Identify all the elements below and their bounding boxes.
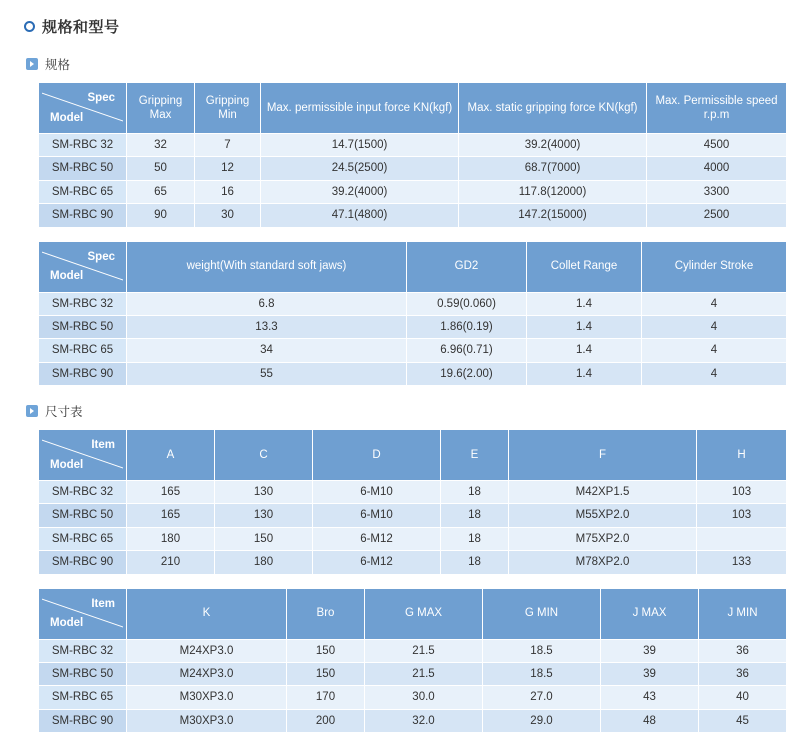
- cell: 200: [287, 709, 365, 732]
- table-row: [39, 709, 787, 732]
- table-header-row: [39, 430, 787, 481]
- column-header: Gripping Max: [127, 83, 195, 134]
- cell: 130: [215, 481, 313, 504]
- cell: 133: [697, 551, 787, 574]
- cell: 32.0: [365, 709, 483, 732]
- row-model: SM-RBC 50: [39, 662, 127, 685]
- cell: 36: [699, 639, 787, 662]
- cell: 39.2(4000): [459, 134, 647, 157]
- table-row: [39, 315, 787, 338]
- section-heading-text: 尺寸表: [45, 402, 83, 420]
- cell: 48: [601, 709, 699, 732]
- cell: 6-M12: [313, 527, 441, 550]
- cell: 12: [195, 157, 261, 180]
- table-row: [39, 481, 787, 504]
- column-header: A: [127, 430, 215, 481]
- cell: 4500: [647, 134, 787, 157]
- cell: 32: [127, 134, 195, 157]
- cell: M24XP3.0: [127, 639, 287, 662]
- section-heading-dimensions: [26, 402, 788, 420]
- cell: 170: [287, 686, 365, 709]
- cell: 4: [642, 362, 787, 385]
- cell: 18: [441, 481, 509, 504]
- table-row: [39, 134, 787, 157]
- corner-spec-label: Spec: [88, 91, 116, 105]
- cell: 150: [215, 527, 313, 550]
- table-header-row: [39, 588, 787, 639]
- column-header: Gripping Min: [195, 83, 261, 134]
- row-model: SM-RBC 90: [39, 204, 127, 227]
- corner-model-label: Model: [50, 616, 83, 630]
- column-header: Max. Permissible speed r.p.m: [647, 83, 787, 134]
- table-row: [39, 292, 787, 315]
- table-row: [39, 504, 787, 527]
- cell: 210: [127, 551, 215, 574]
- cell: 1.4: [527, 292, 642, 315]
- cell: 34: [127, 339, 407, 362]
- cell: M78XP2.0: [509, 551, 697, 574]
- column-header: H: [697, 430, 787, 481]
- table-row: [39, 204, 787, 227]
- cell: 1.4: [527, 362, 642, 385]
- column-header: E: [441, 430, 509, 481]
- cell: 18.5: [483, 639, 601, 662]
- page-title: [24, 16, 788, 37]
- cell: 18: [441, 504, 509, 527]
- row-model: SM-RBC 32: [39, 134, 127, 157]
- cell: 14.7(1500): [261, 134, 459, 157]
- cell: 18: [441, 527, 509, 550]
- cell: 21.5: [365, 639, 483, 662]
- cell: M42XP1.5: [509, 481, 697, 504]
- column-header: C: [215, 430, 313, 481]
- section-heading-specs: [26, 55, 788, 73]
- column-header: F: [509, 430, 697, 481]
- column-header: G MAX: [365, 588, 483, 639]
- cell: 4000: [647, 157, 787, 180]
- column-header: J MIN: [699, 588, 787, 639]
- cell: 165: [127, 481, 215, 504]
- row-model: SM-RBC 32: [39, 292, 127, 315]
- cell: 6-M12: [313, 551, 441, 574]
- corner-header-cell: [39, 83, 127, 134]
- column-header: Collet Range: [527, 241, 642, 292]
- row-model: SM-RBC 65: [39, 180, 127, 203]
- cell: 4: [642, 292, 787, 315]
- corner-item-label: Item: [91, 597, 115, 611]
- column-header: G MIN: [483, 588, 601, 639]
- cell: 24.5(2500): [261, 157, 459, 180]
- corner-header-cell: [39, 241, 127, 292]
- column-header: Max. static gripping force KN(kgf): [459, 83, 647, 134]
- table-header-row: [39, 241, 787, 292]
- spec-table-weight: [38, 241, 787, 387]
- row-model: SM-RBC 32: [39, 639, 127, 662]
- cell: 147.2(15000): [459, 204, 647, 227]
- cell: 50: [127, 157, 195, 180]
- cell: 18.5: [483, 662, 601, 685]
- cell: 6.96(0.71): [407, 339, 527, 362]
- cell: 6.8: [127, 292, 407, 315]
- cell: 6-M10: [313, 504, 441, 527]
- column-header: Cylinder Stroke: [642, 241, 787, 292]
- table-header-row: [39, 83, 787, 134]
- cell: 130: [215, 504, 313, 527]
- cell: 0.59(0.060): [407, 292, 527, 315]
- column-header: weight(With standard soft jaws): [127, 241, 407, 292]
- cell: 40: [699, 686, 787, 709]
- cell: 1.4: [527, 315, 642, 338]
- corner-model-label: Model: [50, 458, 83, 472]
- table-row: [39, 686, 787, 709]
- row-model: SM-RBC 90: [39, 709, 127, 732]
- row-model: SM-RBC 50: [39, 504, 127, 527]
- arrow-right-icon: [26, 405, 38, 417]
- cell: 4: [642, 315, 787, 338]
- cell: 18: [441, 551, 509, 574]
- row-model: SM-RBC 65: [39, 339, 127, 362]
- cell: 150: [287, 662, 365, 685]
- table-row: [39, 339, 787, 362]
- arrow-right-icon: [26, 58, 38, 70]
- corner-model-label: Model: [50, 269, 83, 283]
- table-row: [39, 639, 787, 662]
- cell: 39: [601, 662, 699, 685]
- table-row: [39, 527, 787, 550]
- cell: 103: [697, 481, 787, 504]
- cell: 16: [195, 180, 261, 203]
- corner-spec-label: Spec: [88, 250, 116, 264]
- cell: 165: [127, 504, 215, 527]
- table-row: [39, 551, 787, 574]
- cell: M55XP2.0: [509, 504, 697, 527]
- circle-dot-icon: [24, 21, 35, 32]
- dimension-table-main: [38, 429, 787, 575]
- cell: 103: [697, 504, 787, 527]
- row-model: SM-RBC 50: [39, 315, 127, 338]
- cell: 65: [127, 180, 195, 203]
- cell: 180: [127, 527, 215, 550]
- cell: 7: [195, 134, 261, 157]
- cell: 150: [287, 639, 365, 662]
- column-header: GD2: [407, 241, 527, 292]
- row-model: SM-RBC 65: [39, 686, 127, 709]
- column-header: J MAX: [601, 588, 699, 639]
- column-header: D: [313, 430, 441, 481]
- cell: [697, 527, 787, 550]
- cell: 117.8(12000): [459, 180, 647, 203]
- cell: 39: [601, 639, 699, 662]
- row-model: SM-RBC 32: [39, 481, 127, 504]
- table-row: [39, 662, 787, 685]
- row-model: SM-RBC 90: [39, 551, 127, 574]
- corner-header-cell: [39, 588, 127, 639]
- table-row: [39, 362, 787, 385]
- corner-header-cell: [39, 430, 127, 481]
- cell: M24XP3.0: [127, 662, 287, 685]
- cell: 2500: [647, 204, 787, 227]
- cell: 36: [699, 662, 787, 685]
- cell: 6-M10: [313, 481, 441, 504]
- cell: 1.4: [527, 339, 642, 362]
- cell: 43: [601, 686, 699, 709]
- cell: 90: [127, 204, 195, 227]
- spec-table-performance: [38, 82, 787, 228]
- cell: 55: [127, 362, 407, 385]
- page-title-text: 规格和型号: [42, 16, 120, 37]
- table-row: [39, 180, 787, 203]
- cell: 68.7(7000): [459, 157, 647, 180]
- cell: 27.0: [483, 686, 601, 709]
- cell: 21.5: [365, 662, 483, 685]
- cell: 45: [699, 709, 787, 732]
- column-header: Bro: [287, 588, 365, 639]
- row-model: SM-RBC 50: [39, 157, 127, 180]
- cell: 29.0: [483, 709, 601, 732]
- corner-model-label: Model: [50, 111, 83, 125]
- cell: 180: [215, 551, 313, 574]
- cell: M75XP2.0: [509, 527, 697, 550]
- cell: 1.86(0.19): [407, 315, 527, 338]
- cell: 13.3: [127, 315, 407, 338]
- cell: 3300: [647, 180, 787, 203]
- table-row: [39, 157, 787, 180]
- cell: M30XP3.0: [127, 686, 287, 709]
- cell: 39.2(4000): [261, 180, 459, 203]
- row-model: SM-RBC 65: [39, 527, 127, 550]
- dimension-table-thread: [38, 588, 787, 733]
- corner-item-label: Item: [91, 438, 115, 452]
- cell: 30.0: [365, 686, 483, 709]
- column-header: K: [127, 588, 287, 639]
- column-header: Max. permissible input force KN(kgf): [261, 83, 459, 134]
- cell: 47.1(4800): [261, 204, 459, 227]
- section-heading-text: 规格: [45, 55, 70, 73]
- cell: 4: [642, 339, 787, 362]
- cell: M30XP3.0: [127, 709, 287, 732]
- cell: 19.6(2.00): [407, 362, 527, 385]
- row-model: SM-RBC 90: [39, 362, 127, 385]
- cell: 30: [195, 204, 261, 227]
